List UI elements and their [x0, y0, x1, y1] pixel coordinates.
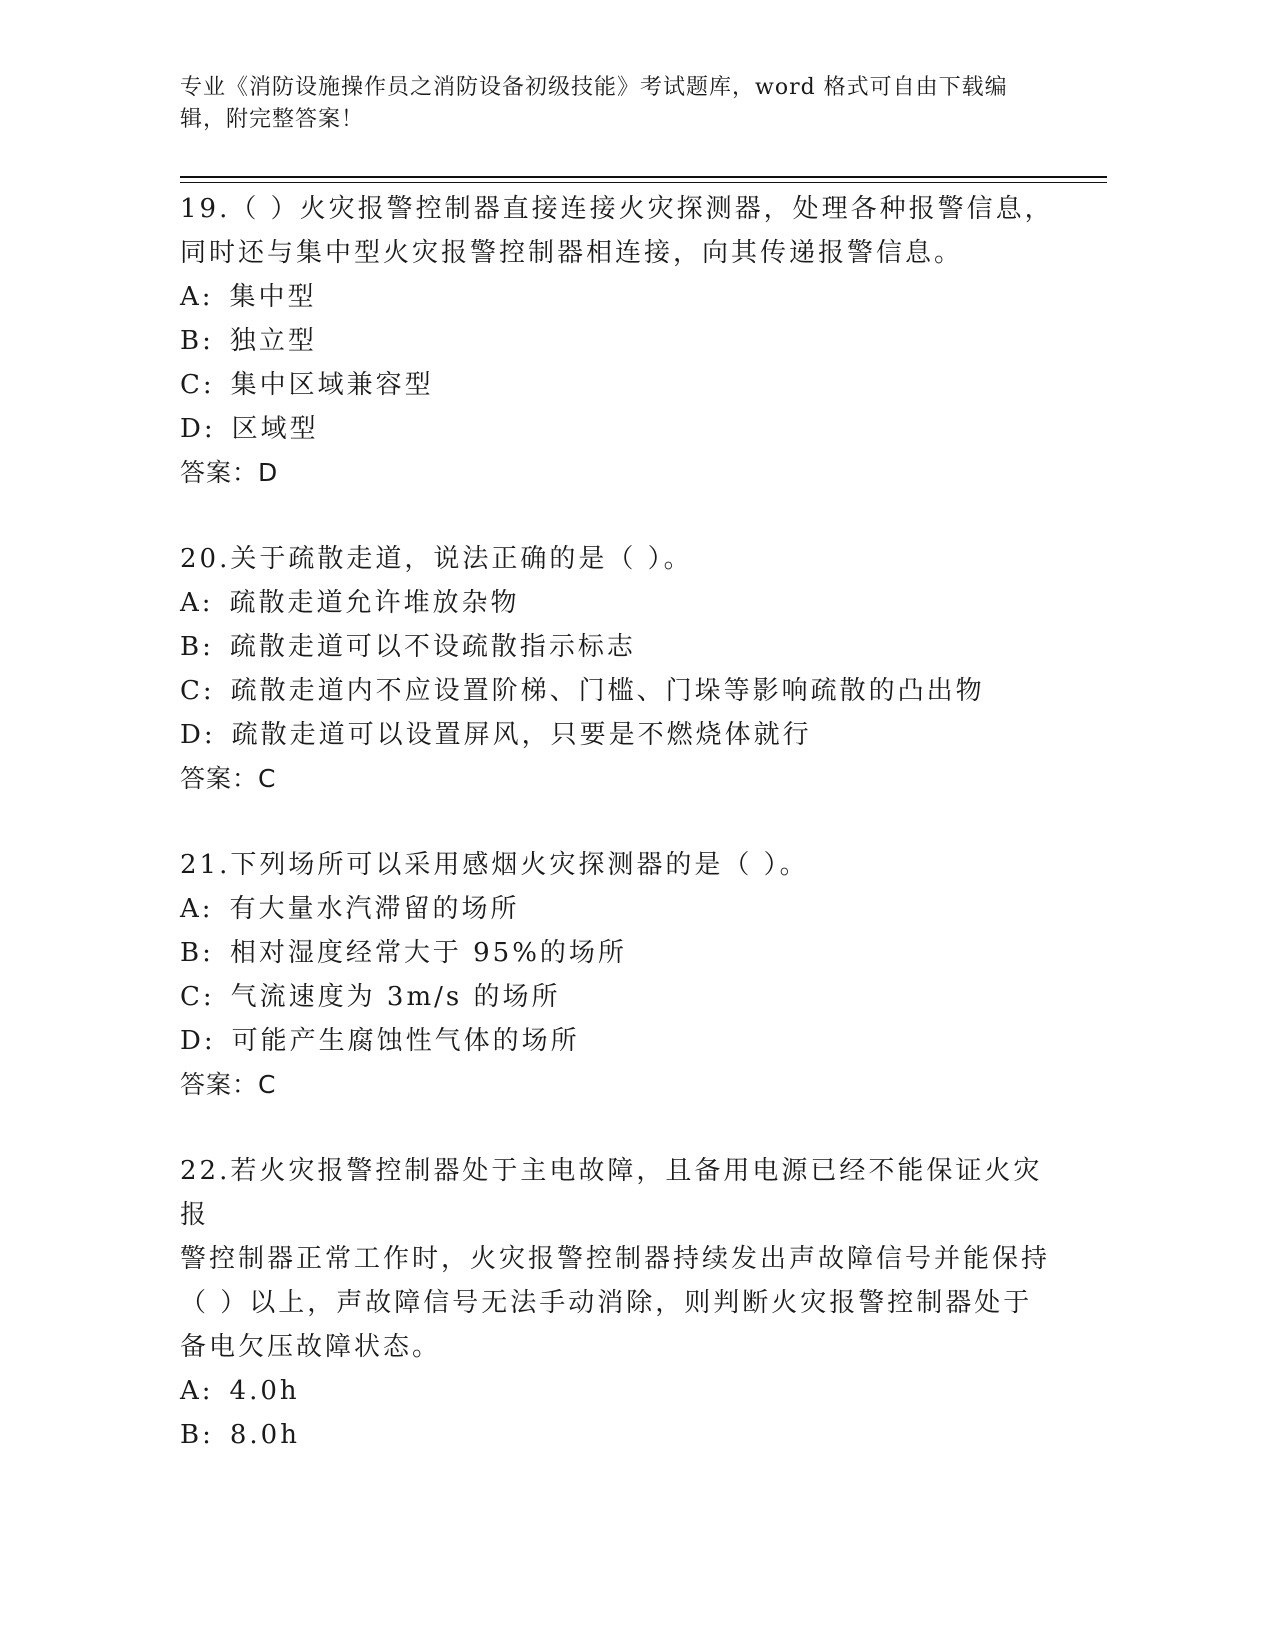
question-stem-line: 19.（ ）火灾报警控制器直接连接火灾探测器，处理各种报警信息，: [180, 194, 1054, 224]
answer-key: 答案：D: [180, 458, 279, 487]
option-key: D:: [180, 1026, 216, 1056]
option-key: B:: [180, 632, 214, 662]
option-text: 相对湿度经常大于 95%的场所: [229, 938, 627, 968]
answer-option: [180, 625, 1060, 669]
option-text: 区域型: [231, 414, 319, 444]
question-stem-line: 备电欠压故障状态。: [180, 1332, 442, 1362]
question-stem-line: 21.下列场所可以采用感烟火灾探测器的是（ ）。: [180, 850, 809, 880]
answer-option: [180, 319, 1060, 363]
option-key: A:: [180, 1376, 214, 1406]
question-stem-line: 警控制器正常工作时，火灾报警控制器持续发出声故障信号并能保持: [180, 1244, 1051, 1274]
option-text: 疏散走道允许堆放杂物: [229, 588, 520, 618]
option-text: 疏散走道内不应设置阶梯、门槛、门垛等影响疏散的凸出物: [230, 676, 985, 706]
answer-option: [180, 669, 1060, 713]
option-key: C:: [180, 982, 215, 1012]
header-line-1: 专业《消防设施操作员之消防设备初级技能》考试题库，word 格式可自由下载编: [180, 75, 1008, 100]
answer-option: [180, 581, 1060, 625]
header-divider-thin: [180, 182, 1107, 183]
option-text: 气流速度为 3m/s 的场所: [230, 982, 561, 1012]
answer-option: [180, 975, 1060, 1019]
question-stem-line: （ ）以上，声故障信号无法手动消除，则判断火灾报警控制器处于: [180, 1288, 1033, 1318]
option-key: B:: [180, 326, 214, 356]
question-block: [180, 537, 1060, 801]
answer-option: [180, 363, 1060, 407]
option-text: 可能产生腐蚀性气体的场所: [231, 1026, 580, 1056]
option-text: 4.0h: [229, 1376, 300, 1406]
option-key: B:: [180, 938, 214, 968]
option-text: 8.0h: [229, 1420, 300, 1450]
answer-option: [180, 713, 1060, 757]
question-block: [180, 843, 1060, 1107]
option-text: 疏散走道可以不设疏散指示标志: [229, 632, 636, 662]
option-text: 疏散走道可以设置屏风，只要是不燃烧体就行: [231, 720, 812, 750]
option-key: D:: [180, 414, 216, 444]
answer-option: [180, 931, 1060, 975]
answer-key: 答案：C: [180, 764, 277, 793]
question-stem-line: 22.若火灾报警控制器处于主电故障，且备用电源已经不能保证火灾报: [180, 1156, 1043, 1230]
question-block: [180, 187, 1060, 495]
answer-option: [180, 1413, 1060, 1457]
answer-option: [180, 275, 1060, 319]
question-list: [180, 187, 1060, 1499]
option-key: A:: [180, 894, 214, 924]
option-text: 独立型: [229, 326, 317, 356]
answer-option: [180, 1369, 1060, 1413]
option-text: 集中型: [229, 282, 317, 312]
option-key: C:: [180, 370, 215, 400]
option-key: D:: [180, 720, 216, 750]
option-key: A:: [180, 588, 214, 618]
header-line-2: 辑，附完整答案！: [180, 107, 365, 132]
question-stem-line: 同时还与集中型火灾报警控制器相连接，向其传递报警信息。: [180, 238, 964, 268]
option-text: 集中区域兼容型: [230, 370, 434, 400]
header-divider-thick: [180, 176, 1107, 178]
answer-option: [180, 887, 1060, 931]
question-block: [180, 1149, 1060, 1457]
option-key: B:: [180, 1420, 214, 1450]
question-stem-line: 20.关于疏散走道，说法正确的是（ ）。: [180, 544, 693, 574]
document-header: [180, 72, 1040, 136]
answer-option: [180, 407, 1060, 451]
answer-key: 答案：C: [180, 1070, 277, 1099]
answer-option: [180, 1019, 1060, 1063]
option-key: C:: [180, 676, 215, 706]
option-key: A:: [180, 282, 214, 312]
option-text: 有大量水汽滞留的场所: [229, 894, 520, 924]
